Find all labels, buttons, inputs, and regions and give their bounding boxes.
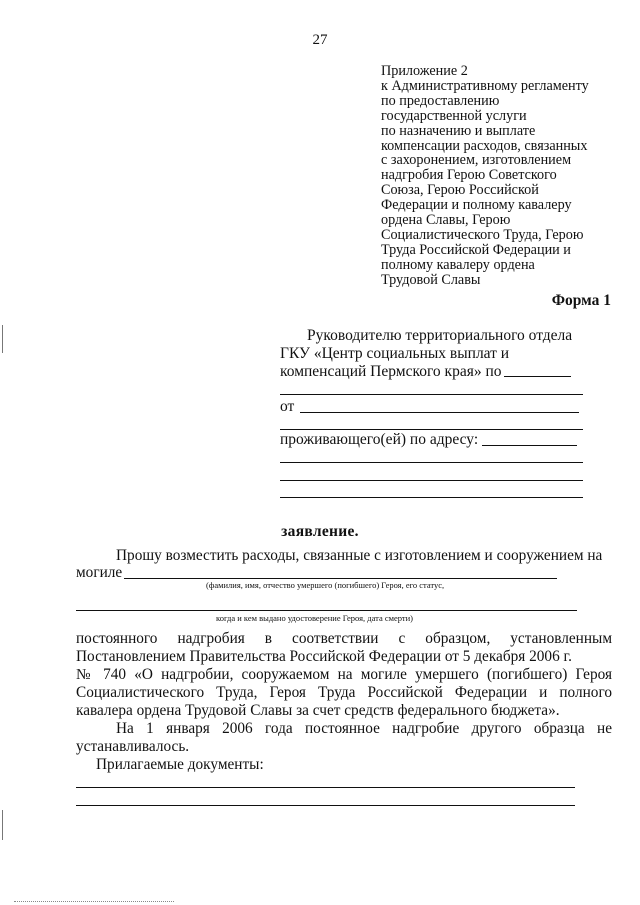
margin-mark bbox=[2, 325, 3, 353]
appendix-line: Трудовой Славы bbox=[381, 271, 481, 288]
attachments-input-line[interactable] bbox=[76, 787, 575, 788]
addressee-block bbox=[280, 327, 590, 381]
address-label: проживающего(ей) по адресу: bbox=[280, 431, 479, 448]
paragraph-line: Постановлением Правительства Российской Федерации от 5 декабря 2006 г. bbox=[76, 648, 572, 665]
document-title: заявление. bbox=[281, 523, 359, 540]
appendix-line: надгробия Герою Советского bbox=[381, 167, 557, 184]
certificate-info-caption: когда и кем выдано удостоверение Героя, дата смерти) bbox=[216, 613, 414, 623]
appendix-line: Федерации и полному кавалеру bbox=[381, 197, 572, 214]
appendix-header bbox=[381, 64, 631, 288]
addressee-line bbox=[280, 363, 590, 381]
request-line: Прошу возместить расходы, связанные с изготовлением и сооружением на bbox=[116, 547, 603, 564]
appendix-line: государственной услуги bbox=[381, 107, 527, 124]
appendix-line: Приложение 2 bbox=[381, 63, 468, 79]
addressee-blank-line[interactable] bbox=[280, 394, 583, 395]
appendix-line: к Административному регламенту bbox=[381, 77, 589, 94]
from-input-line[interactable] bbox=[300, 412, 579, 413]
appendix-line: полному кавалеру ордена bbox=[381, 256, 535, 273]
certificate-info-line[interactable] bbox=[76, 610, 577, 611]
appendix-line: Социалистического Труда, Герою bbox=[381, 226, 584, 243]
appendix-line: по назначению и выплате bbox=[381, 122, 536, 139]
attachments-label: Прилагаемые документы: bbox=[96, 756, 264, 773]
appendix-line: ордена Славы, Герою bbox=[381, 212, 511, 229]
form-label: Форма 1 bbox=[551, 292, 611, 309]
from-input-line-2[interactable] bbox=[280, 429, 583, 430]
addressee-line-text: компенсаций Пермского края» по bbox=[280, 363, 502, 380]
scan-edge-dots bbox=[14, 899, 174, 902]
statement-line: устанавливалось. bbox=[76, 738, 190, 755]
appendix-line: по предоставлению bbox=[381, 92, 500, 109]
department-blank-line[interactable] bbox=[504, 376, 571, 377]
grave-label: могиле bbox=[76, 564, 123, 581]
paragraph-line: постоянного надгробия в соответствии с образцом, установленным bbox=[76, 630, 612, 647]
address-input-line-3[interactable] bbox=[280, 480, 583, 481]
paragraph-line: № 740 «О надгробии, сооружаемом на могиле умершего (погибшего) Героя bbox=[76, 666, 612, 683]
addressee-line: Руководителю территориального отдела bbox=[307, 327, 573, 344]
appendix-line: с захоронением, изготовлением bbox=[381, 152, 572, 169]
attachments-input-line-2[interactable] bbox=[76, 805, 575, 806]
page-number: 27 bbox=[312, 32, 328, 48]
appendix-line: Труда Российской Федерации и bbox=[381, 241, 571, 258]
paragraph-line: Социалистического Труда, Героя Труда Российской Федерации и полного bbox=[76, 684, 612, 701]
address-input-line-4[interactable] bbox=[280, 497, 583, 498]
address-input-line[interactable] bbox=[482, 445, 577, 446]
deceased-info-caption: (фамилия, имя, отчество умершего (погибшего) Героя, его статус, bbox=[206, 580, 445, 590]
addressee-line: ГКУ «Центр социальных выплат и bbox=[280, 345, 510, 362]
deceased-info-line[interactable] bbox=[124, 578, 557, 579]
address-input-line-2[interactable] bbox=[280, 462, 583, 463]
appendix-line: Союза, Герою Российской bbox=[381, 182, 539, 199]
statement-line: На 1 января 2006 года постоянное надгробие другого образца не bbox=[116, 720, 612, 737]
from-label: от bbox=[280, 398, 295, 415]
paragraph-line: кавалера ордена Трудовой Славы за счет средств федерального бюджета». bbox=[76, 702, 560, 719]
appendix-line: компенсации расходов, связанных bbox=[381, 137, 588, 154]
margin-mark bbox=[2, 810, 3, 840]
